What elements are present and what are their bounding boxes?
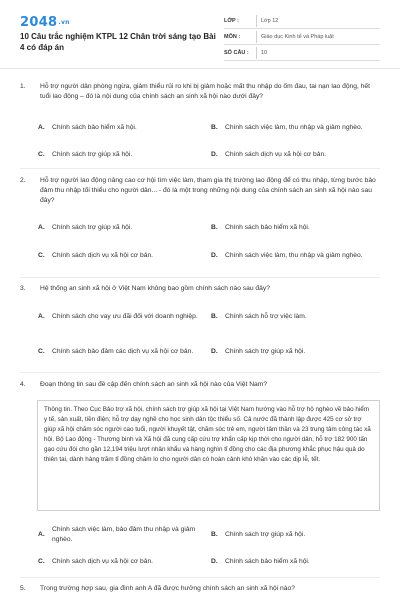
meta-row-lop — [224, 13, 380, 29]
question-divider — [20, 372, 380, 373]
option-4b[interactable] — [211, 529, 379, 541]
option-letter: D. — [211, 558, 218, 565]
option-3c[interactable] — [38, 341, 208, 363]
question-divider — [20, 277, 380, 278]
option-letter: A. — [38, 124, 45, 131]
option-text: Chính sách cho vay ưu đãi đối với doanh nghiệp. — [52, 313, 198, 320]
page-title: 10 Câu trắc nghiệm KTPL 12 Chân trời sáng tạo Bài 4 có đáp án — [20, 32, 216, 52]
option-text: Chính sách việc làm, bảo đảm thu nhập và giảm nghèo. — [52, 526, 196, 543]
meta-value: 10 — [261, 49, 268, 56]
question-number: 1. — [20, 83, 26, 90]
question-1 — [20, 82, 380, 104]
question-text: Trong trường hợp sau, gia đình anh A đã được hưởng chính sách an sinh xã hội nào? — [40, 585, 295, 592]
meta-label: SỐ CÂU : — [224, 49, 249, 56]
option-text: Chính sách trợ giúp xã hội. — [225, 348, 306, 355]
option-letter: B. — [211, 224, 218, 231]
meta-value: Giáo dục Kinh tế và Pháp luật — [261, 33, 334, 40]
option-letter: B. — [211, 313, 218, 320]
question-divider — [20, 168, 380, 169]
meta-table — [224, 13, 380, 61]
meta-separator — [256, 31, 257, 43]
header-divider — [0, 68, 400, 69]
option-letter: C. — [38, 151, 45, 158]
page-header — [0, 0, 400, 66]
option-text: Chính sách bảo hiểm xã hội. — [225, 224, 310, 231]
option-text: Chính sách bảo hiểm xã hội. — [225, 558, 310, 565]
option-letter: A. — [38, 313, 45, 320]
option-4d[interactable] — [211, 556, 379, 568]
option-2d[interactable] — [211, 245, 379, 267]
option-2c[interactable] — [38, 250, 208, 262]
meta-row-socau — [224, 45, 380, 61]
option-letter: A. — [38, 224, 45, 231]
option-letter: D. — [211, 151, 218, 158]
option-2b[interactable] — [211, 222, 379, 234]
option-letter: D. — [211, 252, 218, 259]
site-logo[interactable] — [20, 15, 70, 30]
question-divider — [20, 577, 380, 578]
question-number: 5. — [20, 585, 26, 592]
question-number: 4. — [20, 381, 26, 388]
option-text: Chính sách bảo hiểm xã hội. — [52, 124, 137, 131]
option-letter: C. — [38, 252, 45, 259]
question-5 — [20, 584, 380, 596]
logo-text: 2048 — [20, 15, 58, 30]
logo-suffix: .vn — [58, 19, 70, 26]
option-text: Chính sách trợ giúp xã hội. — [52, 224, 133, 231]
option-text: Chính sách trợ giúp xã hội. — [52, 151, 133, 158]
option-letter: B. — [211, 124, 218, 131]
option-1c[interactable] — [38, 149, 208, 161]
option-letter: D. — [211, 348, 218, 355]
question-number: 2. — [20, 177, 26, 184]
option-1a[interactable] — [38, 122, 208, 134]
option-text: Chính sách hỗ trợ việc làm. — [225, 313, 307, 320]
meta-label: LỚP : — [224, 17, 239, 24]
option-4c[interactable] — [38, 556, 208, 568]
option-text: Chính sách bảo đảm các dịch vụ xã hội cơ bản. — [52, 348, 194, 355]
meta-separator — [256, 47, 257, 59]
option-1b[interactable] — [211, 117, 379, 139]
meta-separator — [256, 15, 257, 27]
option-3d[interactable] — [211, 346, 379, 358]
option-text: Chính sách trợ giúp xã hội. — [225, 531, 306, 538]
meta-value: Lớp 12 — [261, 17, 279, 24]
option-text: Chính sách việc làm, thu nhập và giảm nghèo. — [225, 252, 363, 259]
question-2 — [20, 176, 380, 208]
option-letter: B. — [211, 531, 218, 538]
question-3 — [20, 284, 380, 296]
option-text: Chính sách dịch vụ xã hội cơ bản. — [52, 252, 154, 259]
option-3a[interactable] — [38, 306, 208, 328]
option-letter: C. — [38, 348, 45, 355]
option-text: Chính sách dịch vụ xã hội cơ bản. — [52, 558, 154, 565]
meta-label: MÔN : — [224, 33, 241, 40]
question-text: Hỗ trợ người dân phòng ngừa, giảm thiểu rủi ro khi bị giảm hoặc mất thu nhập do ốm đau, tai nạn lao động, hết tuổi lao động – đó là nội dung của chính sách an sinh xã hội nào dưới đây? — [40, 83, 371, 100]
question-number: 3. — [20, 285, 26, 292]
meta-row-mon — [224, 29, 380, 45]
option-4a[interactable] — [38, 524, 208, 546]
question-4 — [20, 380, 380, 392]
option-text: Chính sách việc làm, thu nhập và giảm nghèo. — [225, 124, 363, 131]
option-1d[interactable] — [211, 149, 379, 161]
option-letter: C. — [38, 558, 45, 565]
question-text: Đoạn thông tin sau đề cập đến chính sách an sinh xã hội nào của Việt Nam? — [40, 381, 268, 388]
question-text: Hỗ trợ người lao động nâng cao cơ hội tìm việc làm, tham gia thị trường lao động để có thu nhập, từng bước bảo đảm thu nhập tối thiểu cho người dân... - đó là một trong những nội dung của chính sách an sinh xã hội nào sau đây? — [40, 177, 376, 204]
option-letter: A. — [38, 531, 45, 538]
question-text: Hệ thống an sinh xã hội ở Việt Nam không bao gồm chính sách nào sau đây? — [40, 285, 270, 292]
info-box: Thông tin. Theo Cục Bảo trợ xã hội, chính sách trợ giúp xã hội tại Việt Nam hướng vào hỗ trợ hộ nghèo về bảo hiểm y tế, sản xuất, tiền điện; hỗ trợ dạy nghề cho học sinh dân tộc thiểu số. Cả nước đã thành lập được 425 cơ sở trợ giúp xã hội chăm sóc người cao tuổi, người khuyết tật, chăm sóc trẻ em, người tâm thần và 23 trung tâm công tác xã hội. Bộ Lao động - Thương binh và Xã hội đã cung cấp cứu trợ khẩn cấp kịp thời cho người dân, hỗ trợ 182 900 tấn gạo cứu đói cho gần 12,194 triệu lượt nhân khẩu và hàng nghìn tỉ đồng cho các địa phương khắc phục hậu quả do thiên tai, dành hàng trăm tỉ đồng chăm lo cho người dân có hoàn cảnh khó khăn vào các dịp lễ, tết. — [37, 400, 380, 511]
option-2a[interactable] — [38, 222, 208, 234]
option-text: Chính sách dịch vụ xã hội cơ bản. — [225, 151, 327, 158]
option-3b[interactable] — [211, 311, 379, 323]
